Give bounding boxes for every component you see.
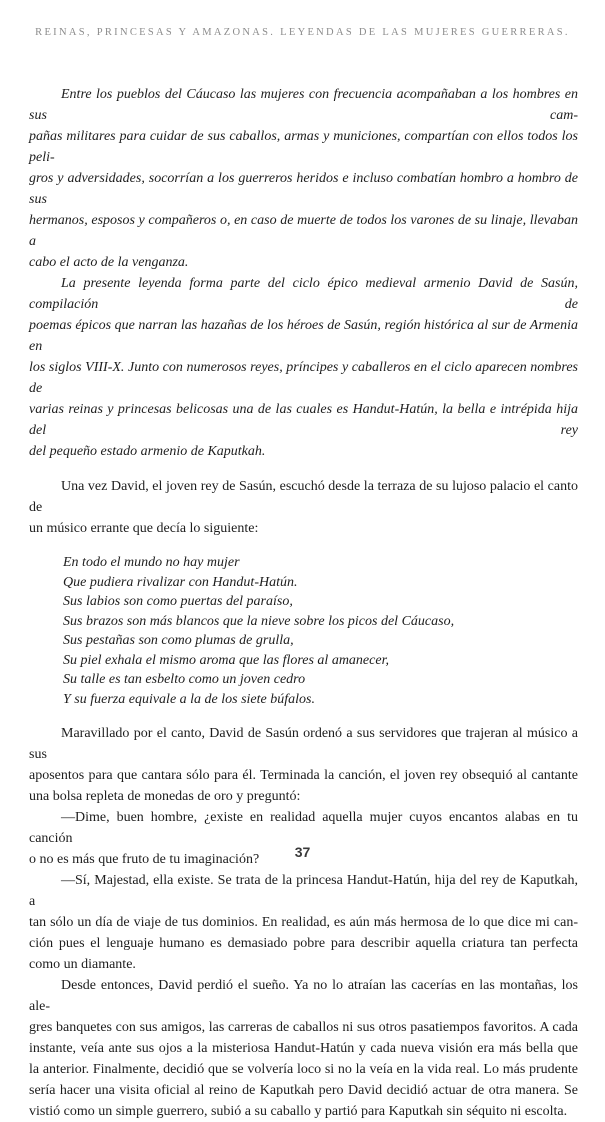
- text-line: Su talle es tan esbelto como un joven cedro: [63, 672, 306, 687]
- text-line: un músico errante que decía lo siguiente:: [29, 521, 259, 536]
- text-line: La presente leyenda forma parte del ciclo épico medieval armenio David de Sasún, compilación de: [29, 276, 578, 312]
- text-line: varias reinas y princesas belicosas una de las cuales es Handut-Hatún, la bella e intrépida hija del rey: [29, 402, 578, 438]
- text-line: Desde entonces, David perdió el sueño. Ya no lo atraían las cacerías en las montañas, los ale-: [29, 978, 578, 1014]
- text-line: —Sí, Majestad, ella existe. Se trata de la princesa Handut-Hatún, hija del rey de Kaputkah, a: [29, 873, 578, 909]
- text-line: cabo el acto de la venganza.: [29, 255, 189, 270]
- text-line: ción pues el lenguaje humano es demasiado pobre para describir aquella criatura tan perfecta: [29, 936, 578, 951]
- text-line: gros y adversidades, socorrían a los guerreros heridos e incluso combatían hombro a hombro de sus: [29, 171, 578, 207]
- text-line: tan sólo un día de viaje de tus dominios. En realidad, es aún más hermosa de lo que dice mi can-: [29, 915, 578, 930]
- text-line: pañas militares para cuidar de sus caballos, armas y municiones, compartían con ellos todos los peli-: [29, 129, 578, 165]
- text-line: o no es más que fruto de tu imaginación?: [29, 852, 260, 867]
- text-line: Su piel exhala el mismo aroma que las flores al amanecer,: [63, 652, 389, 668]
- text-line: como un diamante.: [29, 957, 136, 972]
- page-body-text: [29, 84, 578, 1122]
- dialogue-david: [29, 807, 578, 870]
- text-line: Sus brazos son más blancos que la nieve sobre los picos del Cáucaso,: [63, 613, 455, 629]
- text-line: Entre los pueblos del Cáucaso las mujeres con frecuencia acompañaban a los hombres en sus cam-: [29, 87, 578, 123]
- text-line: una bolsa repleta de monedas de oro y preguntó:: [29, 789, 301, 804]
- text-line: Que pudiera rivalizar con Handut-Hatún.: [63, 574, 298, 590]
- text-line: sería hacer una visita oficial al reino de Kaputkah pero David decidió actuar de otra manera. Se: [29, 1083, 578, 1098]
- text-line: En todo el mundo no hay mujer: [63, 555, 240, 570]
- text-line: —Dime, buen hombre, ¿existe en realidad aquella mujer cuyos encantos alabas en tu canción: [29, 810, 578, 846]
- narration-paragraph-3: [29, 975, 578, 1122]
- text-line: del pequeño estado armenio de Kaputkah.: [29, 444, 266, 459]
- text-line: gres banquetes con sus amigos, las carreras de caballos ni sus otros pasatiempos favoritos. A cada: [29, 1020, 578, 1035]
- intro-paragraph-2: [29, 273, 578, 462]
- text-line: los siglos VIII-X. Junto con numerosos reyes, príncipes y caballeros en el ciclo aparecen nombres de: [29, 360, 578, 396]
- text-line: Una vez David, el joven rey de Sasún, escuchó desde la terraza de su lujoso palacio el canto de: [29, 479, 578, 515]
- song-verse: [63, 553, 578, 709]
- page-number: 37: [294, 844, 311, 860]
- text-line: Sus labios son como puertas del paraíso,: [63, 594, 293, 609]
- narration-paragraph-2: [29, 723, 578, 807]
- text-line: Y su fuerza equivale a la de los siete búfalos.: [63, 691, 315, 707]
- text-line: aposentos para que cantara sólo para él. Terminada la canción, el joven rey obsequió al cantante: [29, 768, 578, 783]
- intro-paragraph-1: [29, 84, 578, 273]
- running-header: REINAS, PRINCESAS Y AMAZONAS. LEYENDAS DE LAS MUJERES GUERRERAS.: [35, 27, 570, 38]
- narration-paragraph-1: [29, 476, 578, 539]
- text-line: instante, veía ante sus ojos a la misteriosa Handut-Hatún y cada nueva visión era más bella que: [29, 1041, 578, 1056]
- text-line: Maravillado por el canto, David de Sasún ordenó a sus servidores que trajeran al músico a sus: [29, 726, 578, 762]
- text-line: poemas épicos que narran las hazañas de los héroes de Sasún, región histórica al sur de Armenia en: [29, 318, 578, 354]
- text-line: Sus pestañas son como plumas de grulla,: [63, 633, 294, 648]
- text-line: hermanos, esposos y compañeros o, en caso de muerte de todos los varones de su linaje, llevaban a: [29, 213, 578, 249]
- text-line: la anterior. Finalmente, decidió que se volvería loco si no la veía en la vida real. Lo más prudente: [29, 1062, 578, 1077]
- text-line: vistió como un simple guerrero, subió a su caballo y partió para Kaputkah sin séquito ni escolta.: [29, 1104, 568, 1119]
- dialogue-musician: [29, 870, 578, 975]
